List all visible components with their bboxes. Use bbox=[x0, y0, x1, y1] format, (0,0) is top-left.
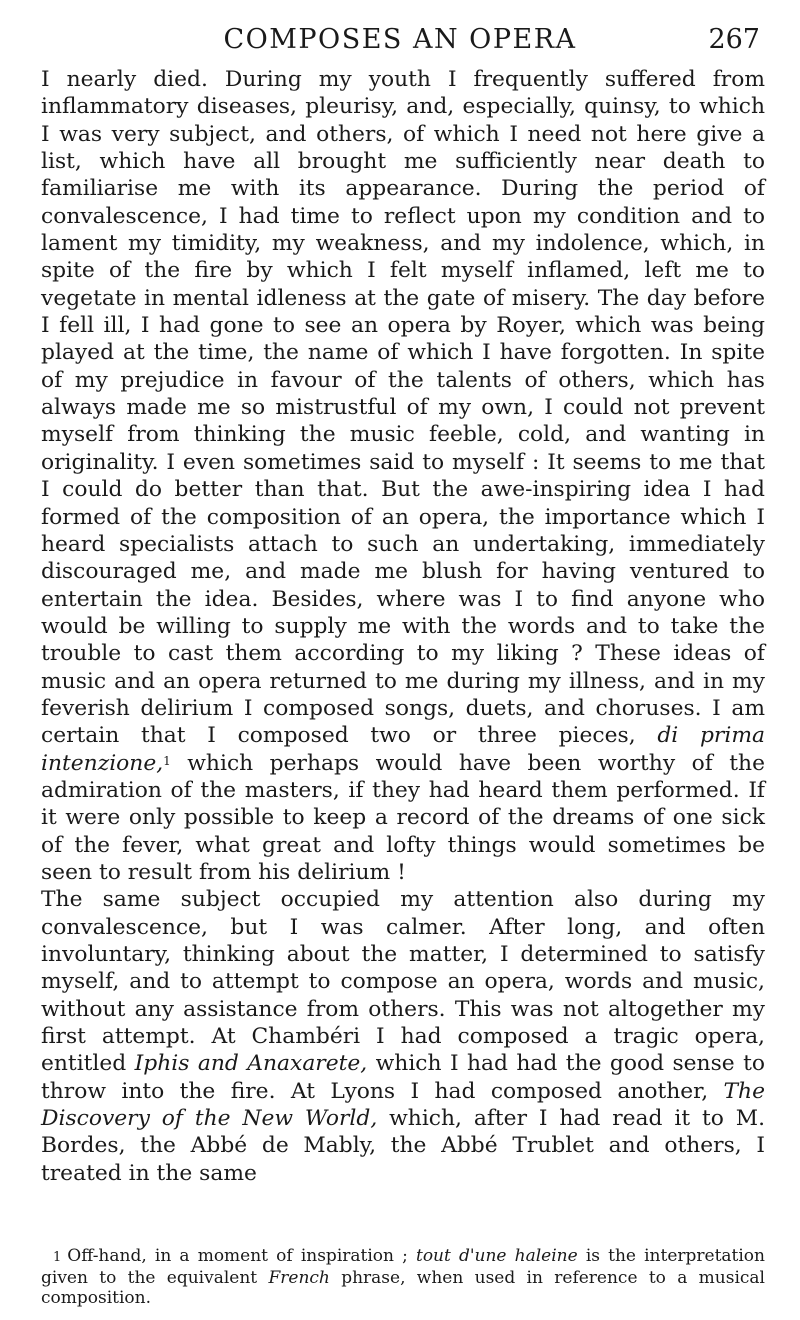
body-text bbox=[41, 66, 765, 1187]
page-number: 267 bbox=[708, 24, 760, 55]
opera-title-discovery: The Discovery of the New World, bbox=[41, 1078, 765, 1132]
footnote-italic-french: French bbox=[268, 1268, 330, 1288]
paragraph-2-text-b: which I had had the good sense to throw into the fire. At Lyons I had composed another, bbox=[41, 1051, 765, 1104]
paragraph-2-text-c: which, after I had read it to M. Bordes, the Abbé de Mably, the Abbé Trublet and others, I treated in the same bbox=[41, 1106, 765, 1186]
footnote-text-c: phrase, when used in reference to a musical composition. bbox=[41, 1268, 765, 1308]
footnote-text-a: Off-hand, in a moment of inspiration ; bbox=[67, 1246, 416, 1266]
paragraph-1-text-b: which perhaps would have been worthy of the admiration of the masters, if they had heard them performed. If it were only possible to keep a record of the dreams of one sick of the fever, what great and lofty things would sometimes be seen to result from his delirium ! bbox=[41, 750, 765, 885]
paragraph-1 bbox=[41, 66, 765, 886]
opera-title-iphis: Iphis and Anaxarete, bbox=[134, 1051, 368, 1077]
running-title: COMPOSES AN OPERA bbox=[223, 24, 577, 55]
paragraph-2 bbox=[41, 886, 765, 1187]
footnote bbox=[41, 1246, 765, 1308]
page-header bbox=[0, 18, 800, 58]
footnote-reference: 1 bbox=[163, 753, 171, 768]
footnote-number: 1 bbox=[53, 1250, 62, 1265]
paragraph-1-text-a: I nearly died. During my youth I frequently suffered from inflammatory diseases, pleurisy, and, especially, quinsy, to which I was very subject, and others, of which I need not here give a list, which have all brought me sufficiently near death to familiarise me with its appearance. During the period of convalescence, I had time to reflect upon my condition and to lament my timidity, my weakness, and my indolence, which, in spite of the fire by which I felt myself inflamed, left me to vegetate in mental idleness at the gate of misery. The day before I fell ill, I had gone to see an opera by Royer, which was being played at the time, the name of which I have forgotten. In spite of my prejudice in favour of the talents of others, which has always made me so mistrustful of my own, I could not prevent myself from thinking the music feeble, cold, and wanting in originality. I even sometimes said to myself : It seems to me that I could do better than that. But the awe-inspiring idea I had formed of the composition of an opera, the importance which I heard specialists attach to such an undertaking, immediately discouraged me, and made me blush for having ventured to entertain the idea. Besides, where was I to find anyone who would be willing to supply me with the words and to take the trouble to cast them according to my liking ? These ideas of music and an opera returned to me during my illness, and in my feverish delirium I composed songs, duets, and choruses. I am certain that I composed two or three pieces, bbox=[41, 67, 765, 749]
footnote-text-b: is the interpretation given to the equivalent bbox=[41, 1246, 765, 1288]
italic-phrase: di prima intenzione, bbox=[41, 723, 765, 776]
footnote-italic-phrase: tout d'une haleine bbox=[415, 1246, 578, 1266]
paragraph-2-text-a: The same subject occupied my attention also during my convalescence, but I was calmer. After long, and often involuntary, thinking about the matter, I determined to satisfy myself, and to attempt to compose an opera, words and music, without any assistance from others. This was not altogether my first attempt. At Chambéri I had composed a tragic opera, entitled bbox=[41, 887, 765, 1077]
